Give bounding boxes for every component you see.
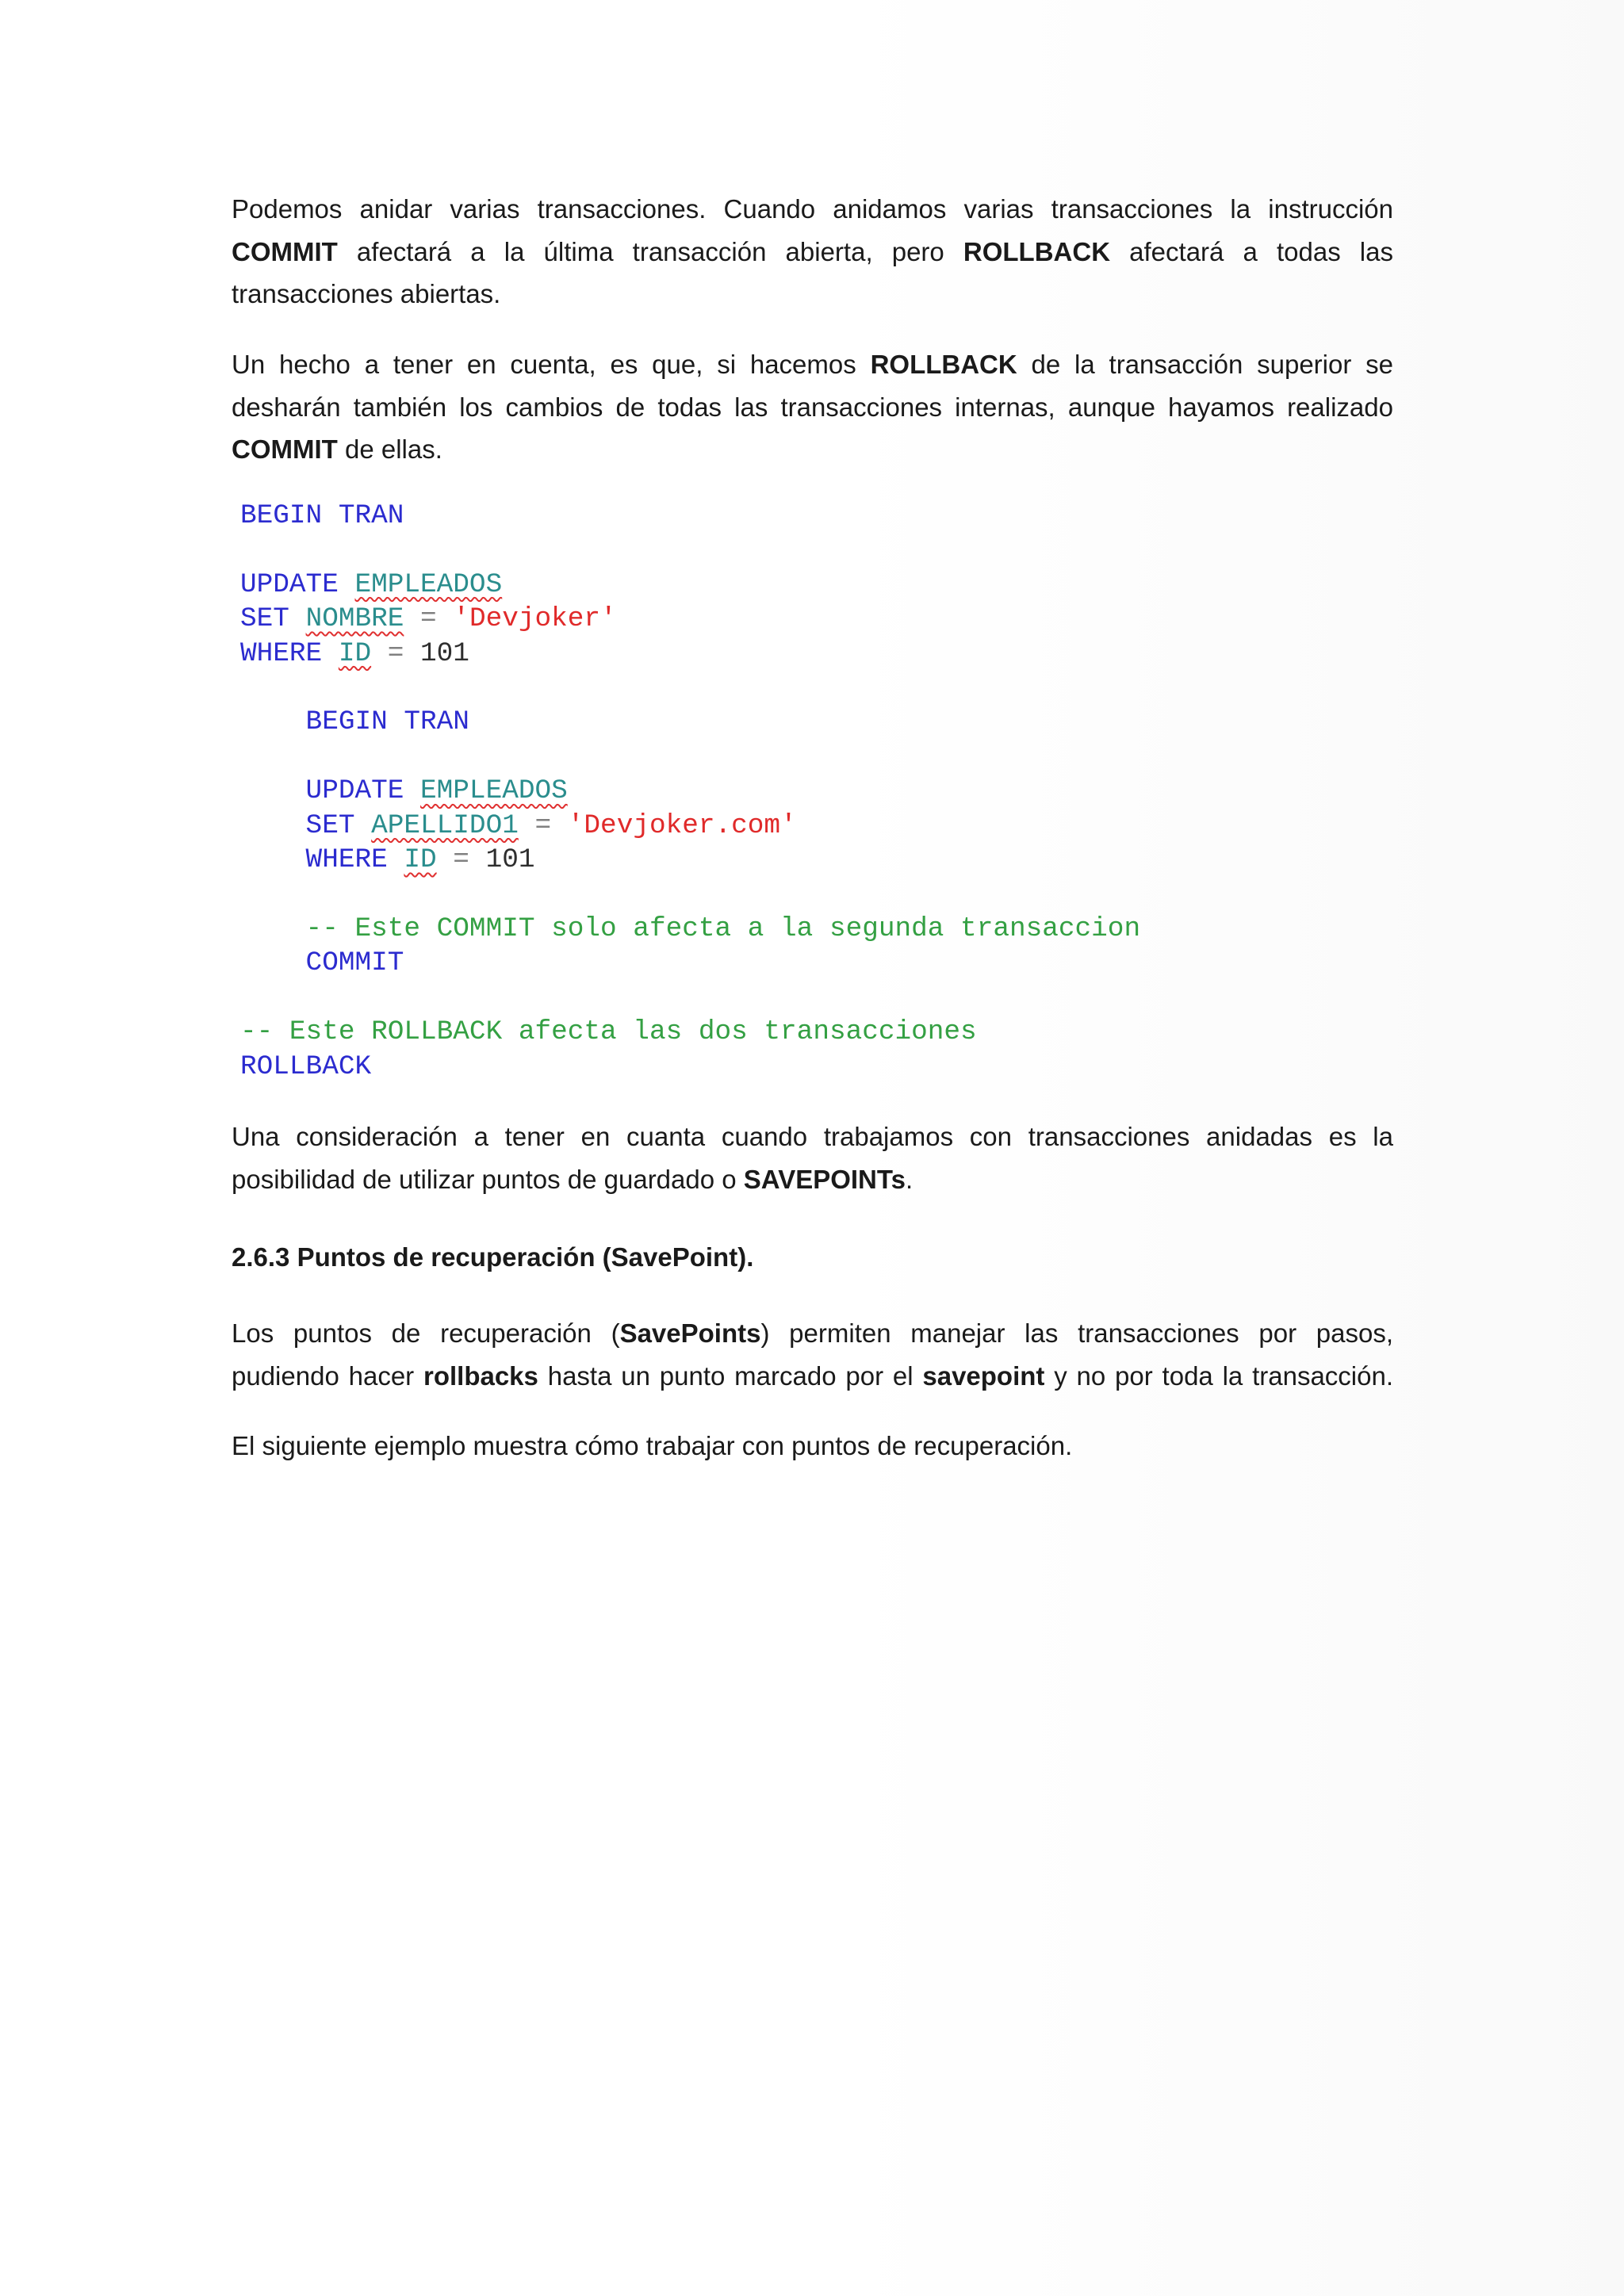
text-run: de la transacción superior se (1017, 350, 1394, 379)
text-run: posibilidad de utilizar puntos de guardado o (232, 1164, 744, 1194)
code-line (240, 637, 1430, 671)
text-run: Una consideración a tener en cuanta cuando trabajamos con transacciones anidadas es la (232, 1122, 1393, 1151)
code-line-blank (240, 981, 1430, 1015)
paragraph (232, 188, 1393, 316)
code-line (240, 809, 1430, 843)
text-run: afectará a todas las (1110, 236, 1393, 266)
code-number: 101 (485, 844, 535, 876)
code-identifier: ID (404, 844, 437, 876)
paragraph (232, 343, 1393, 471)
text-run: Los puntos de recuperación ( (232, 1318, 620, 1348)
code-identifier: EMPLEADOS (354, 568, 503, 600)
code-line-blank (240, 878, 1430, 912)
paragraph-line (232, 1115, 1393, 1158)
code-operator: = (371, 637, 421, 669)
code-comment: -- Este ROLLBACK afecta las dos transacciones (240, 1016, 977, 1048)
text-run: . (905, 1164, 914, 1194)
code-identifier: EMPLEADOS (420, 775, 568, 807)
paragraph-line (232, 386, 1393, 429)
bold-text-run: savepoint (922, 1360, 1045, 1391)
text-run: Un hecho a tener en cuenta, es que, si hacemos (232, 350, 871, 379)
paragraph-line (232, 1312, 1393, 1355)
code-string: 'Devjoker' (453, 603, 617, 635)
code-keyword: UPDATE (240, 568, 355, 600)
code-keyword: SET (240, 809, 372, 841)
code-line (240, 568, 1430, 602)
code-line (240, 912, 1430, 946)
code-block (240, 499, 1430, 1084)
section-heading: 2.6.3 Puntos de recuperación (SavePoint). (232, 1242, 754, 1272)
code-line (240, 602, 1430, 636)
bold-text-run: SAVEPOINTs (743, 1164, 906, 1194)
paragraph-line (232, 1355, 1393, 1398)
paragraph-line (232, 273, 1393, 316)
code-identifier: ID (338, 637, 372, 669)
paragraph-line (232, 1158, 1393, 1201)
bold-text-run: ROLLBACK (963, 236, 1111, 266)
paragraph-line (232, 1425, 1393, 1468)
code-identifier: APELLIDO1 (371, 809, 519, 841)
code-line (240, 1015, 1430, 1049)
bold-text-run: COMMIT (232, 434, 338, 464)
code-line (240, 1050, 1430, 1084)
text-run: Podemos anidar varias transacciones. Cuando anidamos varias transacciones la instrucción (232, 194, 1393, 224)
text-run: hasta un punto marcado por el (538, 1360, 923, 1391)
bold-text-run: SavePoints (619, 1318, 761, 1348)
code-keyword: SET (240, 603, 306, 635)
code-string: 'Devjoker.com' (567, 809, 797, 841)
paragraph-line (232, 343, 1393, 386)
code-operator: = (436, 844, 486, 876)
code-line (240, 499, 1430, 533)
code-keyword: WHERE (240, 637, 339, 669)
code-keyword: ROLLBACK (240, 1050, 372, 1082)
code-keyword: BEGIN TRAN (240, 706, 469, 738)
code-line (240, 774, 1430, 808)
paragraph-line (232, 428, 1393, 471)
code-keyword: WHERE (240, 844, 404, 876)
paragraph (232, 1425, 1393, 1468)
text-run: transacciones abiertas. (232, 279, 501, 308)
code-operator: = (404, 603, 454, 635)
code-line-blank (240, 740, 1430, 774)
code-line-blank (240, 533, 1430, 567)
code-operator: = (518, 809, 568, 841)
paragraph (232, 1312, 1393, 1397)
code-line (240, 843, 1430, 877)
text-run: El siguiente ejemplo muestra cómo trabajar con puntos de recuperación. (232, 1431, 1073, 1460)
code-keyword: BEGIN TRAN (240, 499, 404, 531)
bold-text-run: COMMIT (232, 236, 338, 266)
code-keyword: UPDATE (240, 775, 421, 807)
text-run: ) permiten manejar las transacciones por pasos, (760, 1318, 1393, 1348)
paragraph-line (232, 188, 1393, 231)
bold-text-run: ROLLBACK (870, 350, 1017, 379)
text-run: pudiendo hacer (232, 1360, 423, 1391)
code-line (240, 946, 1430, 980)
code-line-blank (240, 671, 1430, 705)
text-run: de ellas. (337, 434, 442, 464)
code-keyword: COMMIT (240, 947, 404, 979)
paragraph-line (232, 231, 1393, 274)
code-identifier: NOMBRE (305, 603, 404, 635)
text-run: y no por toda la transacción. (1044, 1360, 1393, 1391)
code-number: 101 (420, 637, 469, 669)
paragraph (232, 1115, 1393, 1200)
bold-text-run: rollbacks (423, 1360, 538, 1391)
text-run: afectará a la última transacción abierta, pero (337, 236, 963, 266)
text-run: desharán también los cambios de todas las transacciones internas, aunque hayamos realizado (232, 392, 1393, 422)
code-line (240, 705, 1430, 739)
code-comment: -- Este COMMIT solo afecta a la segunda transaccion (240, 913, 1141, 945)
